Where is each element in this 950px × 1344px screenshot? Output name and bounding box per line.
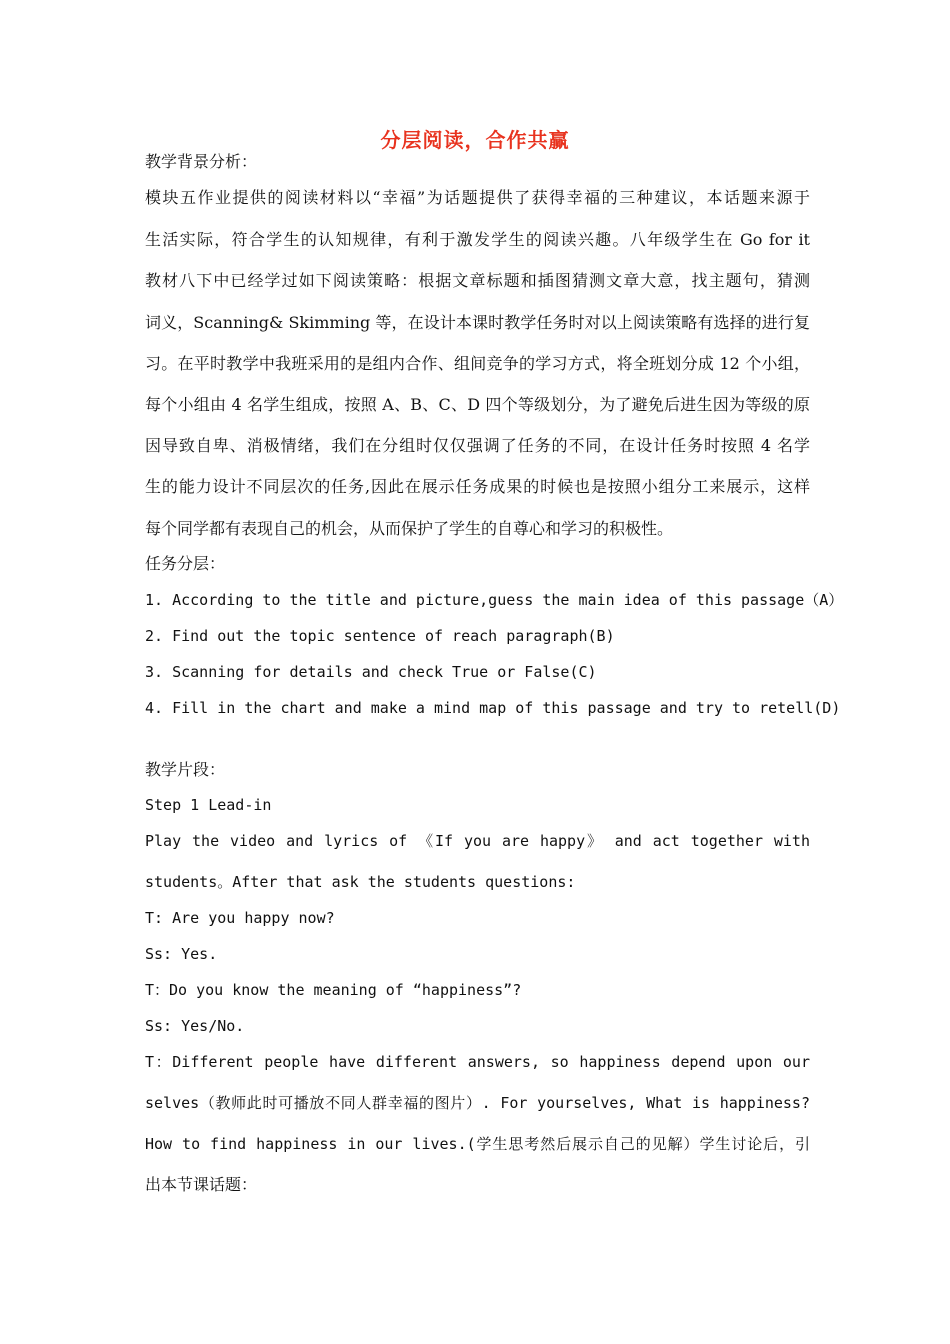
background-heading: 教学背景分析： (145, 152, 258, 171)
task-item: 3. Scanning for details and check True or False(C) (145, 663, 597, 681)
fragment-line: T: Are you happy now? (145, 909, 335, 927)
background-line: 生的能力设计不同层次的任务,因此在展示任务成果的时候也是按照小组分工来展示，这样 (145, 477, 810, 496)
background-line: 生活实际，符合学生的认知规律，有利于激发学生的阅读兴趣。八年级学生在 Go for it (145, 230, 810, 249)
fragment-line: selves（教师此时可播放不同人群幸福的图片）. For yourselves, What is happiness? (145, 1094, 810, 1112)
fragment-heading: 教学片段： (145, 760, 226, 779)
background-line: 习。在平时教学中我班采用的是组内合作、组间竞争的学习方式，将全班划分成 12 个小组， (145, 354, 810, 373)
document-title: 分层阅读，合作共赢 (380, 128, 570, 152)
background-line: 教材八下中已经学过如下阅读策略：根据文章标题和插图猜测文章大意，找主题句，猜测 (145, 271, 810, 290)
step-label: Step 1 Lead-in (145, 796, 272, 814)
task-item: 1. According to the title and picture,guess the main idea of this passage（A） (145, 591, 844, 609)
fragment-line: T：Different people have different answers, so happiness depend upon our (145, 1053, 810, 1071)
task-item: 2. Find out the topic sentence of reach paragraph(B) (145, 627, 615, 645)
fragment-line: Ss: Yes/No. (145, 1017, 245, 1035)
background-line: 模块五作业提供的阅读材料以“幸福”为话题提供了获得幸福的三种建议，本话题来源于 (145, 188, 810, 207)
fragment-line: T：Do you know the meaning of “happiness”? (145, 981, 522, 999)
fragment-line: students。After that ask the students questions: (145, 873, 576, 891)
task-item: 4. Fill in the chart and make a mind map of this passage and try to retell(D) (145, 699, 841, 717)
background-line: 每个同学都有表现自己的机会，从而保护了学生的自尊心和学习的积极性。 (145, 519, 674, 538)
tasks-heading: 任务分层： (145, 554, 226, 573)
fragment-line: How to find happiness in our lives.(学生思考然后展示自己的见解）学生讨论后，引 (145, 1135, 810, 1153)
fragment-line: 出本节课话题： (145, 1175, 258, 1194)
background-line: 词义，Scanning& Skimming 等，在设计本课时教学任务时对以上阅读策略有选择的进行复 (145, 313, 810, 332)
background-line: 每个小组由 4 名学生组成，按照 A、B、C、D 四个等级划分，为了避免后进生因为等级的原 (145, 395, 810, 414)
fragment-line: Ss: Yes. (145, 945, 218, 963)
background-line: 因导致自卑、消极情绪，我们在分组时仅仅强调了任务的不同，在设计任务时按照 4 名学 (145, 436, 810, 455)
fragment-line: Play the video and lyrics of 《If you are happy》 and act together with (145, 832, 810, 850)
